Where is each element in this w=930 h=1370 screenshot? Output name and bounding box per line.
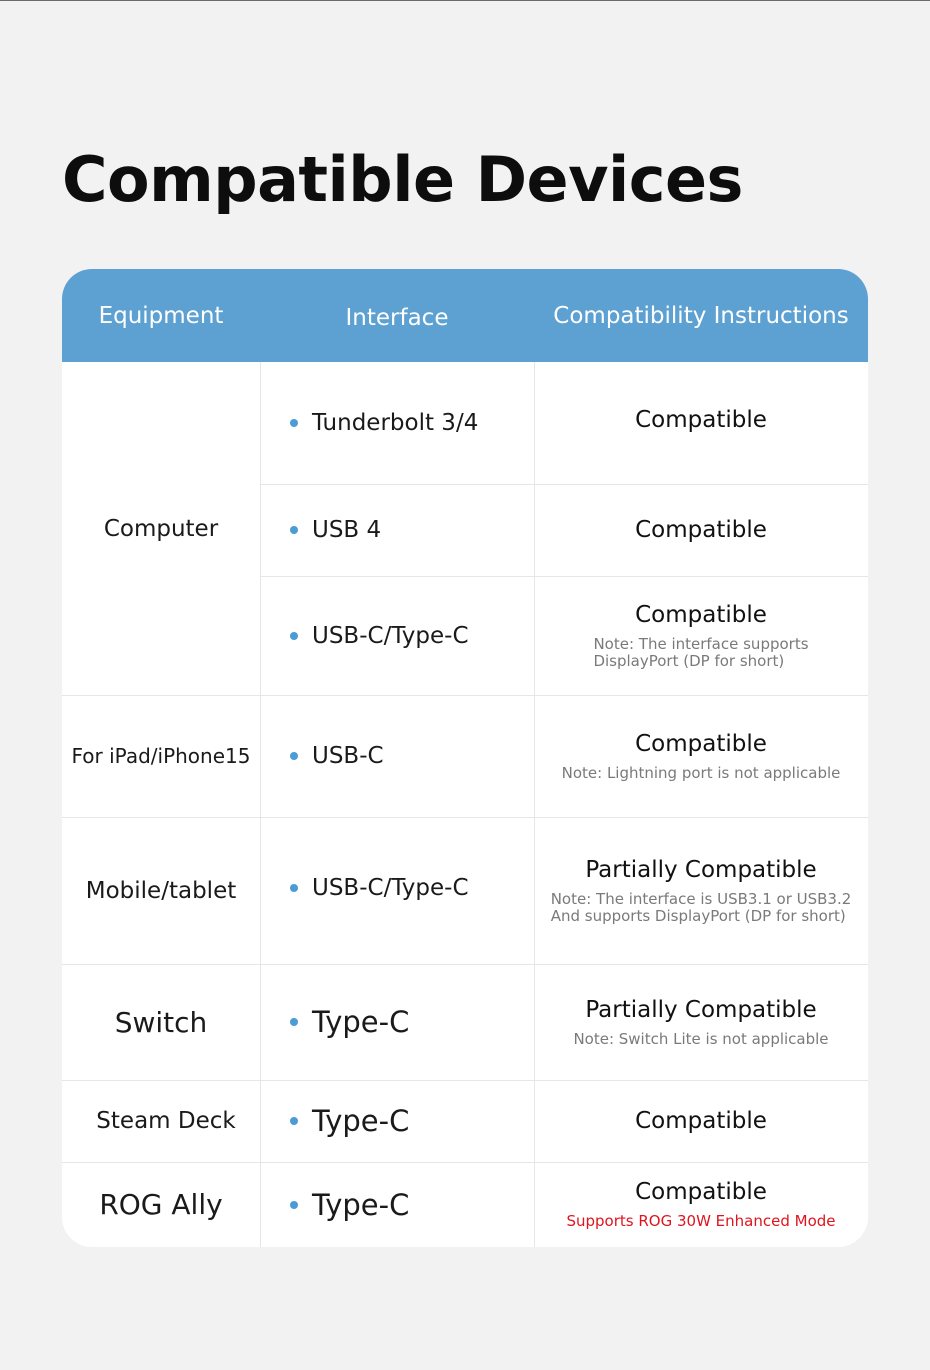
interface-label: USB-C bbox=[312, 743, 384, 769]
equipment-label: Mobile/tablet bbox=[85, 877, 237, 904]
equipment-label: ROG Ally bbox=[99, 1188, 223, 1221]
interface-cell bbox=[260, 1162, 534, 1247]
compatibility-note: Note: Lightning port is not applicable bbox=[561, 763, 841, 782]
interface-cell bbox=[260, 1080, 534, 1162]
equipment-cell bbox=[62, 1080, 260, 1162]
bullet-icon bbox=[290, 1117, 298, 1125]
interface-cell bbox=[260, 695, 534, 817]
note-line: Note: The interface supports bbox=[593, 634, 809, 653]
note-line: Note: The interface is USB3.1 or USB3.2 bbox=[550, 889, 852, 908]
interface-label: Type-C bbox=[312, 1187, 410, 1222]
bullet-icon bbox=[290, 632, 298, 640]
interface-cell bbox=[260, 964, 534, 1080]
compatibility-status: Compatible bbox=[635, 730, 767, 757]
equipment-label: Switch bbox=[114, 1005, 208, 1039]
compatibility-note bbox=[593, 636, 808, 670]
note-line: And supports DisplayPort (DP for short) bbox=[550, 906, 846, 925]
compatibility-note bbox=[551, 891, 852, 925]
compatibility-cell bbox=[534, 1080, 868, 1162]
compatibility-status: Compatible bbox=[635, 1179, 767, 1205]
compatibility-cell bbox=[534, 695, 868, 817]
interface-cell bbox=[260, 576, 534, 695]
compatibility-cell bbox=[534, 484, 868, 576]
bullet-icon bbox=[290, 526, 298, 534]
interface-cell bbox=[260, 817, 534, 964]
interface-label: USB-C/Type-C bbox=[312, 622, 469, 649]
compatibility-cell bbox=[534, 362, 868, 484]
bullet-icon bbox=[290, 884, 298, 892]
interface-cell bbox=[260, 484, 534, 576]
bullet-icon bbox=[290, 752, 298, 760]
table-header bbox=[62, 269, 868, 362]
interface-label: Type-C bbox=[312, 1104, 410, 1138]
header-equipment: Equipment bbox=[98, 302, 224, 329]
compatibility-status: Compatible bbox=[635, 517, 767, 543]
compatibility-status: Compatible bbox=[635, 1108, 767, 1134]
compatibility-cell bbox=[534, 817, 868, 964]
interface-label: Tunderbolt 3/4 bbox=[312, 410, 479, 436]
bullet-icon bbox=[290, 1201, 298, 1209]
header-compatibility-instructions: Compatibility Instructions bbox=[553, 302, 849, 329]
compatibility-status: Partially Compatible bbox=[585, 996, 817, 1023]
interface-cell bbox=[260, 362, 534, 484]
equipment-cell bbox=[62, 964, 260, 1080]
interface-label: Type-C bbox=[312, 1005, 410, 1039]
bullet-icon bbox=[290, 419, 298, 427]
equipment-label: Computer bbox=[103, 515, 219, 542]
compatibility-cell bbox=[534, 1162, 868, 1247]
compatibility-status: Partially Compatible bbox=[585, 856, 817, 883]
bullet-icon bbox=[290, 1018, 298, 1026]
equipment-cell bbox=[62, 362, 260, 695]
equipment-cell bbox=[62, 695, 260, 817]
compatibility-cell bbox=[534, 576, 868, 695]
compatibility-status: Compatible bbox=[635, 407, 767, 433]
compatibility-cell bbox=[534, 964, 868, 1080]
compatibility-note: Supports ROG 30W Enhanced Mode bbox=[566, 1212, 836, 1230]
compatibility-table bbox=[62, 269, 868, 1247]
header-interface: Interface bbox=[345, 304, 449, 331]
equipment-label: For iPad/iPhone15 bbox=[71, 744, 251, 768]
interface-label: USB 4 bbox=[312, 517, 382, 543]
interface-label: USB-C/Type-C bbox=[312, 874, 469, 901]
equipment-label: Steam Deck bbox=[96, 1108, 236, 1134]
compatibility-note: Note: Switch Lite is not applicable bbox=[573, 1029, 829, 1048]
note-line: DisplayPort (DP for short) bbox=[593, 651, 785, 670]
equipment-cell bbox=[62, 817, 260, 964]
compatibility-status: Compatible bbox=[635, 601, 767, 628]
equipment-cell bbox=[62, 1162, 260, 1247]
page-title: Compatible Devices bbox=[62, 143, 743, 216]
